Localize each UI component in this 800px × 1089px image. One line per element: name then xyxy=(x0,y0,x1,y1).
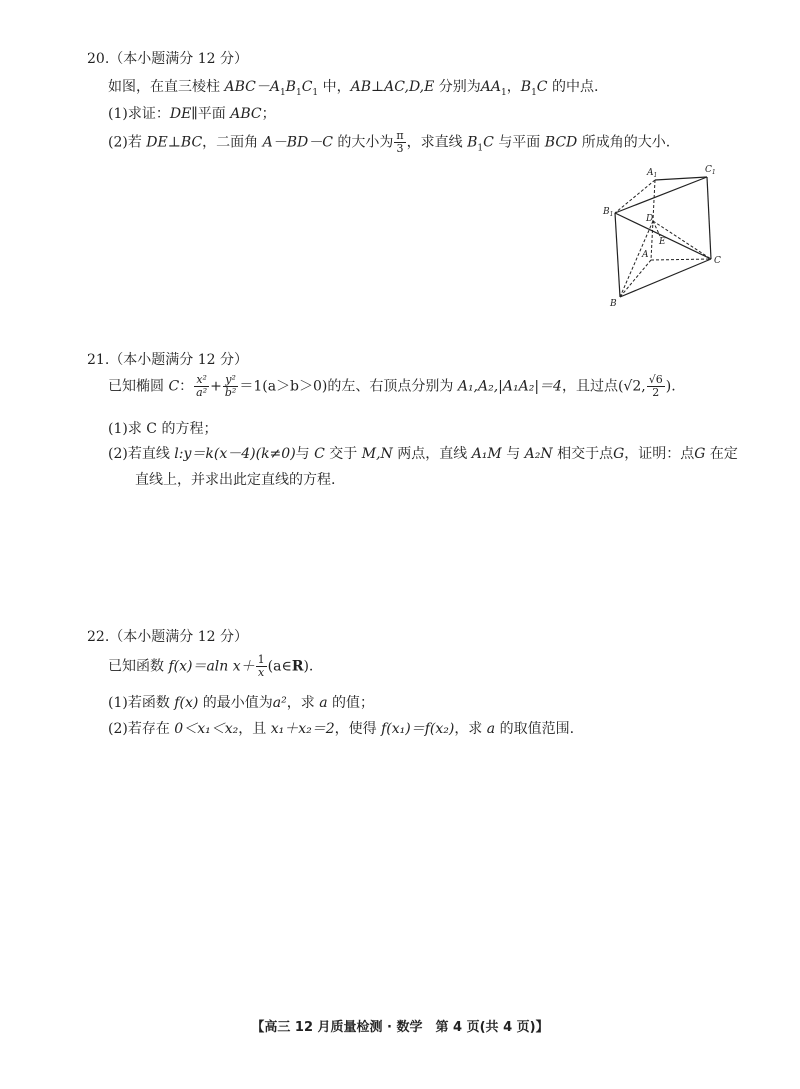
pi-over-3-fraction: $\frac{\pi}{3}$ xyxy=(396,129,404,155)
q20-header: 20.（本小题满分 12 分） xyxy=(87,51,248,67)
edge-bb1 xyxy=(615,213,620,297)
label-b1: $B_1$ xyxy=(603,207,614,218)
q22-header: 22.（本小题满分 12 分） xyxy=(87,629,248,645)
sqrt6-over-2-fraction: $\frac{√6}{2}$ xyxy=(648,373,663,399)
label-d: D xyxy=(646,214,654,224)
q21-stem: 已知椭圆 C： $\frac{\text{x²}}{\text{a²}}$ + $\frac{\text{y²}}{\text{b²}}$ ＝1(a＞b＞0)的左、右顶点分别为 A₁,A₂,|A₁A₂|＝4，且过点(√2, $\frac{√6}{2}$ ). xyxy=(108,373,676,399)
page-footer: 【高三 12 月质量检测 · 数学 第 4 页(共 4 页)】 xyxy=(251,1020,549,1035)
q20-part1: (1)求证：DE∥平面 ABC； xyxy=(108,106,276,122)
edge-ac xyxy=(651,259,711,260)
y2-over-b2-fraction: $\frac{\text{y²}}{\text{b²}}$ xyxy=(224,373,237,399)
q21-part2-cont: 直线上，并求出此定直线的方程. xyxy=(135,472,336,488)
edge-b1c1 xyxy=(615,177,707,213)
q21-part2: (2)若直线 l:y＝k(x－4)(k≠0)与 C 交于 M,N 两点，直线 A₁M 与 A₂N 相交于点G，证明：点G 在定 xyxy=(108,446,738,462)
q20-part2: (2)若 DE⊥BC，二面角 A－BD－C 的大小为 $\frac{\pi}{3}$ ，求直线 $B_1C$ 与平面 BCD 所成角的大小. xyxy=(108,129,671,155)
q22-stem: 已知函数 f(x)＝aln x＋ $\frac{1}{x}$ (a∈R). xyxy=(108,653,314,679)
label-a1: $A_1$ xyxy=(647,168,658,179)
label-c1: $C_1$ xyxy=(705,165,716,176)
q21-part1: (1)求 C 的方程； xyxy=(108,421,218,437)
q22-part2: (2)若存在 0＜x₁＜x₂，且 x₁＋x₂＝2，使得 f(x₁)＝f(x₂)，求 a 的取值范围. xyxy=(108,721,575,737)
prism-figure xyxy=(595,163,730,308)
q22-part1: (1)若函数 f(x) 的最小值为a²，求 a 的值； xyxy=(108,695,374,711)
segment-b1c xyxy=(615,213,711,259)
label-e: E xyxy=(659,237,666,247)
edge-a1b1 xyxy=(615,180,655,213)
label-b: B xyxy=(610,299,617,308)
q21-header: 21.（本小题满分 12 分） xyxy=(87,352,248,368)
edge-cc1 xyxy=(707,177,711,259)
one-over-x-fraction: $\frac{1}{x}$ xyxy=(257,653,265,679)
label-c: C xyxy=(714,256,721,266)
q20-stem: 如图，在直三棱柱 $ABC-A_1B_1C_1$ 中，AB⊥AC,D,E 分别为$AA_1$，$B_1C$ 的中点. xyxy=(108,79,599,98)
label-a: A xyxy=(642,250,649,260)
x2-over-a2-fraction: $\frac{\text{x²}}{\text{a²}}$ xyxy=(196,373,208,399)
edge-ab xyxy=(620,260,651,297)
